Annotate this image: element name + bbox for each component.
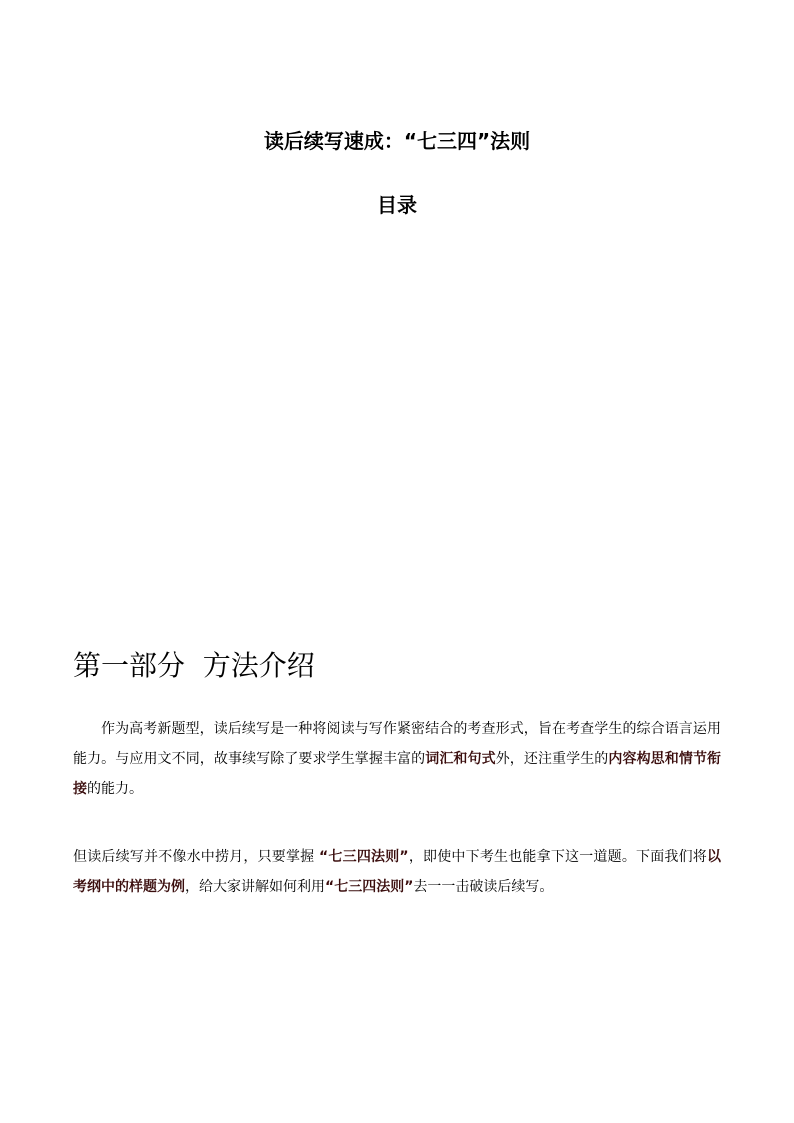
emphasis-text: 内容构思和情节衔接 bbox=[73, 751, 722, 797]
paragraph-text: 的能力。 bbox=[87, 781, 143, 797]
method-paragraph bbox=[73, 842, 721, 902]
paragraph-text: ，给大家讲解如何利用 bbox=[185, 879, 325, 895]
paragraph-text: 但读后续写并不像水中捞月，只要掌握 bbox=[73, 849, 320, 865]
emphasis-text: 以考纲中的样题为例 bbox=[73, 849, 722, 895]
document-title: 读后续写速成：“七三四”法则 bbox=[263, 129, 531, 153]
emphasis-text: 词汇和句式 bbox=[425, 751, 496, 767]
intro-paragraph bbox=[73, 714, 721, 804]
paragraph-text: 去一一击破读后续写。 bbox=[413, 879, 554, 895]
paragraph-text: 外，还注重学生的 bbox=[495, 751, 609, 767]
emphasis-text: “七三四法则” bbox=[319, 849, 409, 865]
paragraph-text: 作为高考新题型，读后续写是一种将阅读与写作紧密结合的考查形式，旨在考查学生的综合语言运用能力。与应用文不同，故事续写除了要求学生掌握丰富的 bbox=[73, 721, 721, 767]
section-heading: 第一部分 方法介绍 bbox=[73, 649, 315, 682]
toc-heading: 目录 bbox=[377, 193, 417, 217]
paragraph-text: ，即使中下考生也能拿下这一道题。下面我们将 bbox=[408, 849, 708, 865]
emphasis-text: “七三四法则” bbox=[325, 879, 414, 895]
